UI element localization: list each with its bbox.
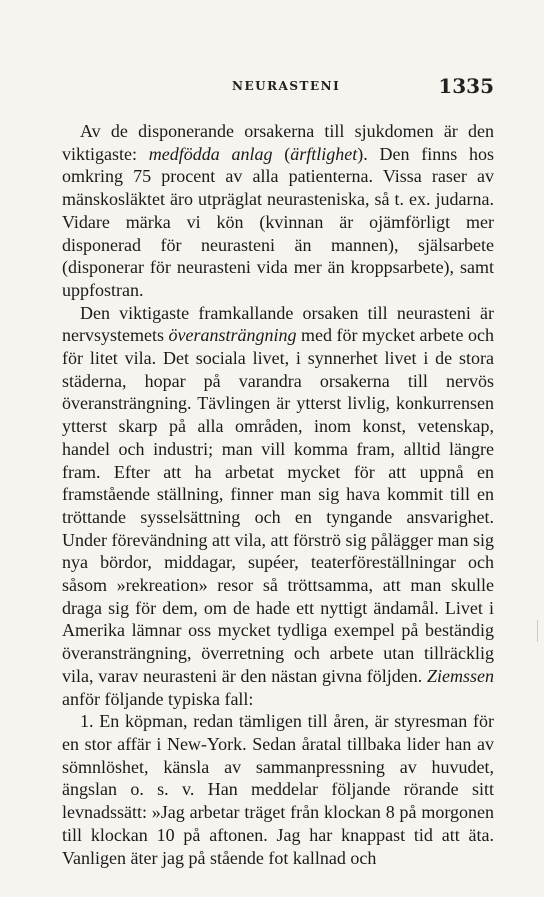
text-segment: ). Den finns hos omkring 75 procent av alla patienterna. Vissa raser av mänskosläktet äro utpräglat neurasteniska, så t. ex. judarna. Vidare märka vi kön (kvinnan är ojämförligt mer disponerad för neurasteni än mannen), själsarbete (disponerar för neurasteni vida mer än kroppsarbete), samt uppfostran. xyxy=(62,143,494,300)
text-segment: med för mycket arbete och för litet vila. Det sociala livet, i synnerhet livet i de stora städerna, hopar på varandra orsakerna till nervös överansträngning. Tävlingen är ytterst livlig, konkurrensen ytterst skarp på alla områden, inom konst, vetenskap, handel och industri; man vill komma fram, alltid längre fram. Efter att ha arbetat mycket för att uppnå en framstående ställning, finner man sig hava kommit till en tröttande sysselsättning och en tyngande ansvarighet. Under förevändning att vila, att förströ sig pålägger man sig nya bördor, middagar, supéer, teaterföreställningar och såsom »rekreation» resor så tröttsamma, att man skulle draga sig för dem, om de hade ett nyttigt ändamål. Livet i Amerika lämnar oss mycket tydliga exempel på beständig överansträngning, överretning och arbete utan tillräcklig vila, varav neurasteni är den nästan givna följden. xyxy=(62,325,494,686)
paragraph-case-1 xyxy=(62,710,494,869)
text-segment: Den viktigaste framkallande orsaken till neurasteni är nervsystemets xyxy=(62,302,494,346)
text-segment: Av de disponerande orsakerna till sjukdomen är den viktigaste: xyxy=(62,121,494,164)
text-segment: ( xyxy=(272,143,291,164)
text-segment: 1. En köpman, redan tämligen till åren, är styresman för en stor affär i New-York. Sedan åratal tillbaka lider han av sömnlöshet, känsla av sammanpressning av huvudet, ängslan o. s. v. Han meddelar följande rörande sitt levnadssätt: »Jag arbetar träget från klockan 8 på morgonen till klockan 10 på aftonen. Jag har knappast tid att äta. Vanligen äter jag på stående fot kallnad och xyxy=(62,711,494,868)
paragraph-overexertion xyxy=(62,302,494,711)
body-text xyxy=(62,120,494,869)
page-edge-mark xyxy=(537,620,538,642)
emphasis-segment: överansträngning xyxy=(168,325,297,346)
page-number: 1335 xyxy=(438,74,494,98)
page-header xyxy=(62,76,494,100)
running-title: NEURASTENI xyxy=(232,79,341,93)
text-segment: anför följande typiska fall: xyxy=(62,688,254,709)
paragraph-causes xyxy=(62,120,494,302)
emphasis-segment: Ziemssen xyxy=(427,665,494,686)
emphasis-segment: medfödda anlag xyxy=(148,143,273,164)
emphasis-segment: ärftlighet xyxy=(290,143,358,164)
